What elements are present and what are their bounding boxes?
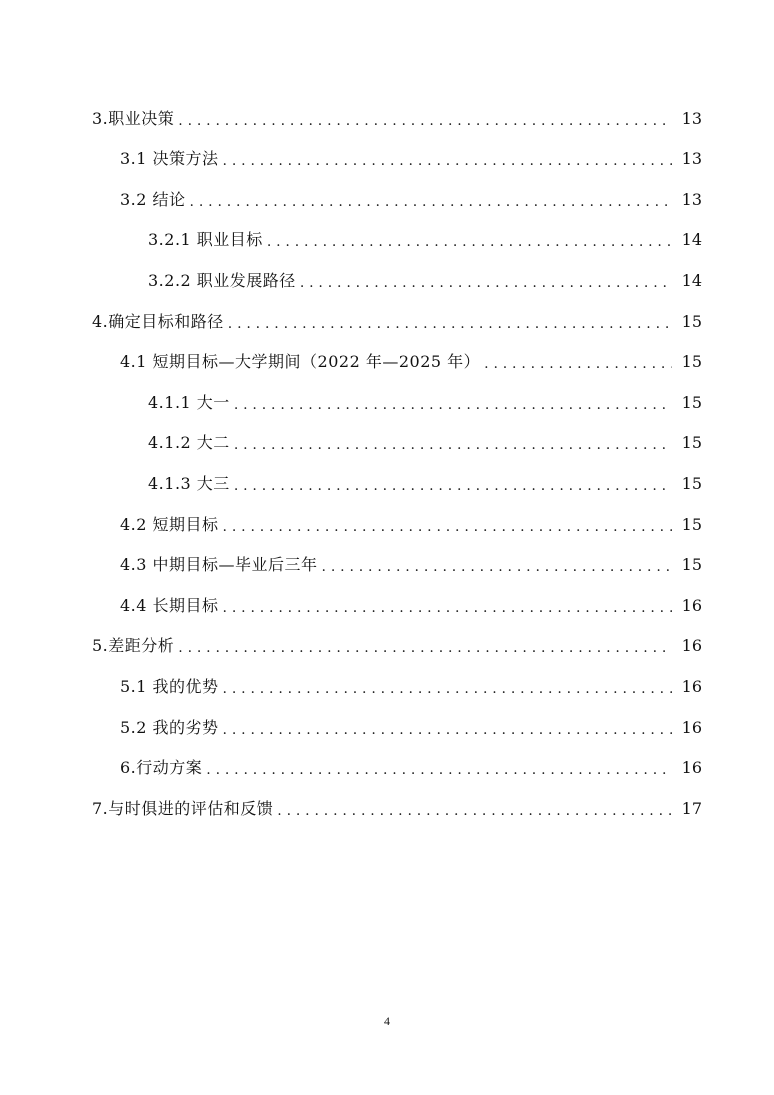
toc-entry[interactable] — [92, 260, 702, 301]
toc-entry-label: 4.4 长期目标 — [120, 595, 219, 615]
toc-entry-page: 16 — [681, 676, 702, 696]
toc-dot-leader — [322, 561, 672, 579]
toc-entry-page: 15 — [681, 473, 702, 493]
toc-dot-leader — [223, 683, 672, 701]
toc-dot-leader — [300, 277, 672, 295]
toc-entry-page: 15 — [681, 311, 702, 331]
toc-dot-leader — [223, 521, 672, 539]
toc-entry-page: 15 — [681, 392, 702, 412]
toc-entry[interactable] — [92, 666, 702, 707]
toc-entry-page: 17 — [681, 798, 702, 818]
toc-dot-leader — [228, 318, 672, 336]
toc-entry-label: 3.2.2 职业发展路径 — [148, 270, 296, 290]
toc-entry[interactable] — [92, 139, 702, 180]
toc-dot-leader — [484, 358, 672, 376]
toc-entry-label: 4.1.3 大三 — [148, 473, 230, 493]
toc-dot-leader — [178, 642, 672, 660]
toc-entry-page: 15 — [681, 555, 702, 575]
toc-entry-label: 5.2 我的劣势 — [120, 717, 219, 737]
toc-entry-label: 7.与时俱进的评估和反馈 — [92, 798, 274, 818]
toc-entry[interactable] — [92, 382, 702, 423]
toc-entry[interactable] — [92, 788, 702, 829]
toc-entry[interactable] — [92, 545, 702, 586]
page-number: 4 — [384, 1014, 390, 1028]
toc-entry-page: 15 — [681, 514, 702, 534]
toc-entry-page: 15 — [681, 352, 702, 372]
toc-entry[interactable] — [92, 98, 702, 139]
toc-entry[interactable] — [92, 707, 702, 748]
toc-entry-page: 16 — [681, 595, 702, 615]
toc-dot-leader — [223, 602, 672, 620]
toc-entry-label: 4.确定目标和路径 — [92, 311, 224, 331]
toc-entry-page: 14 — [681, 270, 702, 290]
toc-entry[interactable] — [92, 748, 702, 789]
toc-entry-page: 13 — [681, 189, 702, 209]
toc-dot-leader — [234, 480, 672, 498]
toc-entry-label: 4.3 中期目标—毕业后三年 — [120, 555, 318, 575]
toc-dot-leader — [267, 236, 672, 254]
toc-entry[interactable] — [92, 301, 702, 342]
toc-dot-leader — [234, 439, 672, 457]
toc-entry[interactable] — [92, 585, 702, 626]
toc-entry-label: 3.1 决策方法 — [120, 149, 219, 169]
toc-dot-leader — [206, 764, 672, 782]
toc-entry-label: 3.2 结论 — [120, 189, 186, 209]
toc-entry-label: 4.2 短期目标 — [120, 514, 219, 534]
toc-entry-label: 4.1.1 大一 — [148, 392, 230, 412]
toc-entry[interactable] — [92, 179, 702, 220]
toc-entry[interactable] — [92, 463, 702, 504]
toc-dot-leader — [234, 399, 672, 417]
toc-entry-label: 5.1 我的优势 — [120, 676, 219, 696]
toc-dot-leader — [277, 805, 672, 823]
toc-entry[interactable] — [92, 504, 702, 545]
toc-entry-label: 4.1 短期目标—大学期间（2022 年—2025 年） — [120, 352, 481, 372]
toc-entry-page: 16 — [681, 636, 702, 656]
toc-dot-leader — [223, 724, 672, 742]
toc-entry-page: 16 — [681, 758, 702, 778]
toc-entry-label: 3.2.1 职业目标 — [148, 230, 263, 250]
toc-entry[interactable] — [92, 220, 702, 261]
toc-entry[interactable] — [92, 342, 702, 383]
toc-entry-label: 3.职业决策 — [92, 108, 175, 128]
toc-entry-page: 13 — [681, 149, 702, 169]
toc-dot-leader — [178, 115, 672, 133]
toc-entry-page: 14 — [681, 230, 702, 250]
toc-entry-page: 13 — [681, 108, 702, 128]
toc-entry-page: 15 — [681, 433, 702, 453]
toc-entry-label: 5.差距分析 — [92, 636, 175, 656]
toc-entry-label: 4.1.2 大二 — [148, 433, 230, 453]
toc-dot-leader — [223, 155, 672, 173]
toc-dot-leader — [190, 196, 672, 214]
table-of-contents — [92, 98, 702, 829]
toc-entry-page: 16 — [681, 717, 702, 737]
toc-entry[interactable] — [92, 626, 702, 667]
toc-entry-label: 6.行动方案 — [120, 758, 203, 778]
toc-entry[interactable] — [92, 423, 702, 464]
